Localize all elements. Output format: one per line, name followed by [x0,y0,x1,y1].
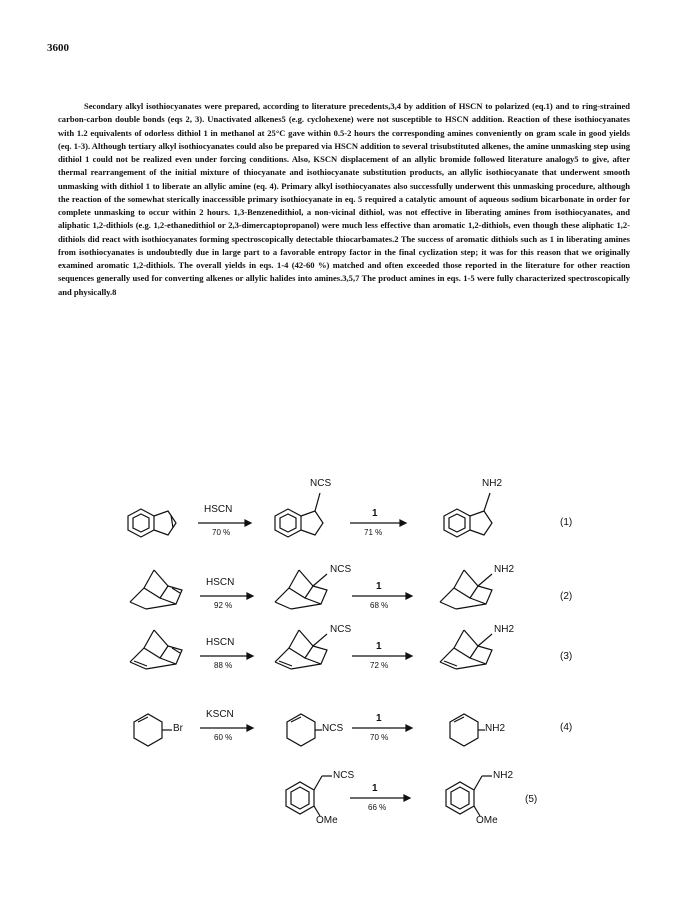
eq4-step2: 1 [376,713,382,724]
eq1-reagent: HSCN [204,504,233,515]
eq3-yield2: 72 % [370,661,389,670]
eq2-ncs: NCS [330,564,352,575]
eq2-yield2: 68 % [370,601,389,610]
eq2-nh2: NH2 [494,564,515,575]
page-number: 3600 [47,42,69,54]
eq5-number: (5) [525,794,538,805]
eq3-ncs: NCS [330,624,352,635]
eq4-number: (4) [560,722,573,733]
eq5-ncs: NCS [333,770,355,781]
eq3-step2: 1 [376,641,382,652]
eq1-nh2: NH2 [482,478,503,489]
norbornyl-ncs-structure [275,570,327,609]
cyclohexenyl-ncs-structure [287,714,322,746]
eq3-nh2: NH2 [494,624,515,635]
norbornenyl-ncs-structure [275,630,327,669]
cyclohexenyl-amine-structure [450,714,485,746]
eq2-yield1: 92 % [214,601,233,610]
eq2-step2: 1 [376,581,382,592]
methoxybenzyl-amine-structure [446,776,492,816]
eq5-ome1: OMe [316,815,338,826]
eq4-yield2: 70 % [370,733,389,742]
eq2-number: (2) [560,591,573,602]
eq5-yield2: 66 % [368,803,387,812]
eq4-br: Br [173,723,183,734]
bromocyclohexene-structure [134,714,172,746]
norbornene-structure [130,570,182,609]
eq1-yield2: 71 % [364,528,383,537]
eq1-ncs: NCS [310,478,332,489]
norbornadiene-structure [130,630,182,669]
eq4-yield1: 60 % [214,733,233,742]
scheme-drawing [0,470,679,890]
reaction-scheme [0,470,679,890]
eq1-number: (1) [560,517,573,528]
eq5-nh2: NH2 [493,770,514,781]
eq3-number: (3) [560,651,573,662]
eq3-yield1: 88 % [214,661,233,670]
norbornenyl-amine-structure [440,630,492,669]
indane-ncs-structure [275,493,323,537]
indene-structure [128,509,176,537]
norbornyl-amine-structure [440,570,492,609]
aminoindane-structure [444,493,492,537]
eq4-ncs: NCS [322,723,344,734]
eq5-ome2: OMe [476,815,498,826]
eq5-step2: 1 [372,783,378,794]
paragraph: Secondary alkyl isothiocyanates were prepared, according to literature precedents,3,4 by addition of HSCN to polarized (eq.1) and to ring-strained carbon-carbon double bonds (eqs 2, 3). Unactivated alkenes5 (e.g. cyclohexene) were not susceptible to HSCN addition. Reaction of these isothiocyanates with 1.2 equivalents of odorless dithiol 1 in methanol at 25°C gave within 0.5-2 hours the corresponding amines conveniently on gram scale in good yields (eq. 1-3). Although tertiary alkyl isothiocyanates could also be prepared via HSCN addition to several trisubstituted alkenes, the amine unmasking step using dithiol 1 could not be realized even under forcing conditions. Also, KSCN displacement of an allylic bromide followed literature analogy5 to give, after thermal rearrangement of the initial mixture of thiocyanate and isothiocyanate substitution products, an allylic isothiocyanate that underwent smooth unmasking with dithiol 1 to liberate an allylic amine (eq. 4). Primary alkyl isothiocyanates also successfully underwent this unmasking procedure, although the reaction of the somewhat sterically inaccessible primary isothiocyanate in eq. 5 required a catalytic amount of aqueous sodium bicarbonate in order for complete unmasking to occur within 2 hours. 1,3-Benzenedithiol, a non-vicinal dithiol, was not effective in liberating amines from isothiocyanates, and aliphatic 1,2-dithiols (e.g. 1,2-ethanedithiol or 2,3-dimercaptopropanol) were much less effective than aromatic 1,2-dithiols, even though these aliphatic 1,2-dithiols did react with isothiocyanates forming spectroscopically detectable thiocarbamates.2 The success of aromatic dithiols such as 1 in liberating amines from isothiocyanates is undoubtedly due in large part to a favorable entropy factor in the final cyclization step; it was for this reason that we originally examined aromatic 1,2-dithiols. The overall yields in eqs. 1-4 (42-60 %) matched and often exceeded those reported in the literature for other reaction sequences generally used for converting alkenes or allylic halides into amines.3,5,7 The product amines in eqs. 1-5 were fully characterized spectroscopically and physically.8 [58,101,630,297]
eq1-yield1: 70 % [212,528,231,537]
eq3-reagent: HSCN [206,637,235,648]
eq4-reagent: KSCN [206,709,234,720]
eq2-reagent: HSCN [206,577,235,588]
methoxybenzyl-ncs-structure [286,776,332,816]
eq4-nh2: NH2 [485,723,506,734]
body-text [58,100,630,299]
eq1-step2: 1 [372,508,378,519]
